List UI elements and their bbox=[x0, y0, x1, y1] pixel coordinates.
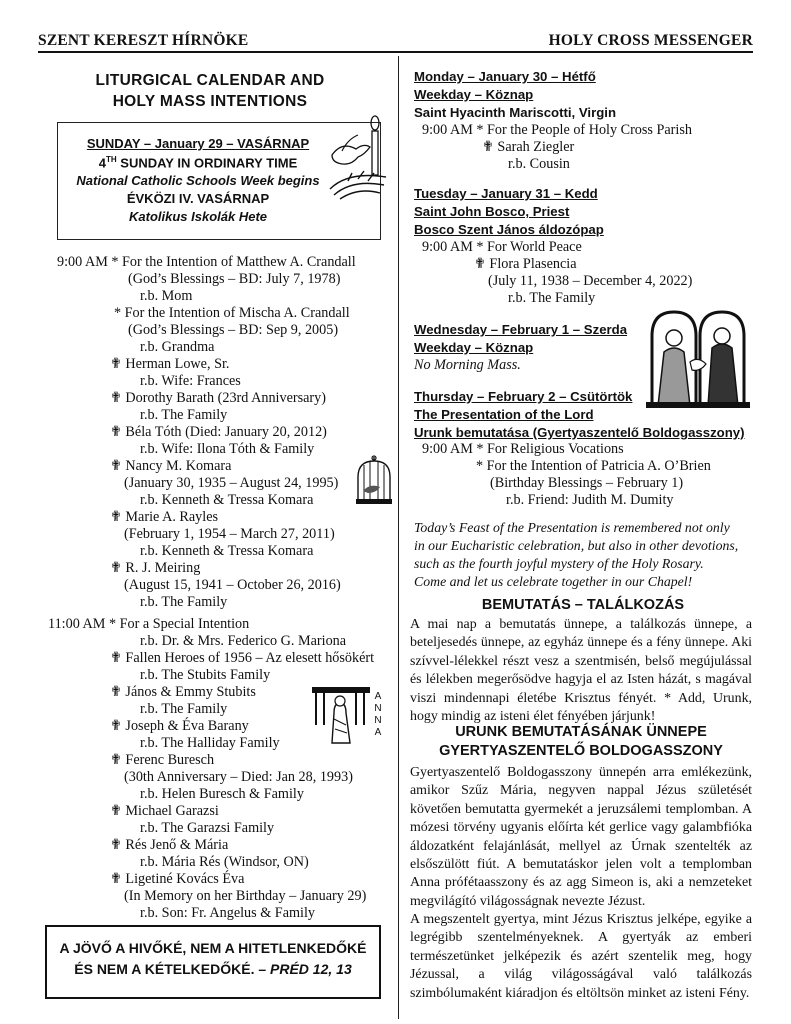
section-title bbox=[70, 70, 350, 112]
thursday-heading: Thursday – February 2 – Csütörtök bbox=[414, 389, 633, 404]
mass-line: ✟ Nancy M. Komara bbox=[110, 458, 232, 474]
mass-line: (August 15, 1941 – October 26, 2016) bbox=[124, 577, 341, 593]
bemutatas-text: A mai nap a bemutatás ünnepe, a találkozás ünnepe, a beteljesedés ünnepe, az egyház ünnepe és a fény ünnepe. Aki szívvel-lélekkel részt vesz a szentmisén, belső megújulással és lélekben megerősödve hagyja el az Isten házát, s magával viszi mindennapi életébe Krisztus fényét. * Add, Urunk, hogy mindig az isteni élet fényében járjunk! bbox=[410, 617, 752, 725]
mass-line: ✟ Rés Jenő & Mária bbox=[110, 837, 229, 853]
mass-line: 11:00 AM * For a Special Intention bbox=[48, 616, 250, 632]
mass-line: (God’s Blessings – BD: July 7, 1978) bbox=[128, 271, 341, 287]
wednesday-heading: Wednesday – February 1 – Szerda bbox=[414, 322, 628, 337]
mass-line: ✟ Béla Tóth (Died: January 20, 2012) bbox=[110, 424, 327, 440]
wednesday-note: No Morning Mass. bbox=[414, 357, 521, 373]
mass-line: (Birthday Blessings – February 1) bbox=[490, 475, 684, 491]
thursday-feast: The Presentation of the Lord bbox=[414, 407, 594, 422]
dove-candle-icon bbox=[328, 115, 388, 201]
hungarian-schools-week: Katolikus Iskolák Hete bbox=[129, 209, 267, 224]
monday-weekday: Weekday – Köznap bbox=[414, 87, 534, 102]
mass-line: r.b. Helen Buresch & Family bbox=[140, 786, 304, 802]
mass-line: r.b. Kenneth & Tressa Komara bbox=[140, 492, 314, 508]
urunk-paragraph-1: Gyertyaszentelő Boldogasszony ünnepén arra emlékezünk, amikor Szűz Mária, negyven nappal Jézus születését követően bemutatta gyermekét a jeruzsálemi templomban. A mózesi törvény ugyanis előírta két gerlice vagy galambfióka áldozatként felajánlását, mellyel az Úrnak szentelték az elsőszülött fiút. A bemutatáskor jelen volt a templomban Anna prófétaasszony és az agg Simeon is, aki a nemzeteket megvilágító világosságnak nevezte Jézust. bbox=[410, 765, 752, 909]
mass-line: (In Memory on her Birthday – January 29) bbox=[124, 888, 367, 904]
scripture-quote-box bbox=[45, 925, 381, 999]
mass-line: ✟ Flora Plasencia bbox=[474, 256, 577, 272]
urunk-paragraph-2: A megszentelt gyertya, mint Jézus Krisztus jelképe, egyike a legrégibb szentelményeknek. A gyertyák az emberi természetünket jelképezik és azért szentelik meg, hogy Jézussal, a világ világosságával való találkozás szimbólumaként kiáradjon és eltöltsön minket az isteni Fény. bbox=[410, 912, 752, 1001]
svg-text:N: N bbox=[374, 715, 382, 726]
mass-line: 9:00 AM * For Religious Vocations bbox=[422, 441, 624, 457]
mass-line: r.b. Grandma bbox=[140, 339, 215, 355]
mass-line: r.b. The Family bbox=[508, 290, 596, 306]
mass-line: ✟ R. J. Meiring bbox=[110, 560, 201, 576]
thursday-feast-hungarian: Urunk bemutatása (Gyertyaszentelő Boldogasszony) bbox=[414, 425, 745, 440]
mass-line: r.b. Kenneth & Tressa Komara bbox=[140, 543, 314, 559]
mass-line: (January 30, 1935 – August 24, 1995) bbox=[124, 475, 339, 491]
mass-line: * For the Intention of Patricia A. O’Brien bbox=[476, 458, 711, 474]
anna-prophetess-icon bbox=[310, 685, 392, 745]
presentation-icon bbox=[646, 306, 750, 410]
mass-line: 9:00 AM * For the Intention of Matthew A. Crandall bbox=[57, 254, 356, 270]
mass-line: r.b. Cousin bbox=[508, 156, 570, 172]
feast-note-line: such as the fourth joyful mystery of the Holy Rosary. bbox=[414, 556, 704, 571]
svg-text:A: A bbox=[374, 691, 382, 702]
mass-line: ✟ János & Emmy Stubits bbox=[110, 684, 256, 700]
ordinary-time bbox=[58, 155, 338, 170]
mass-line: (February 1, 1954 – March 27, 2011) bbox=[124, 526, 335, 542]
mass-line: ✟ Michael Garazsi bbox=[110, 803, 219, 819]
mass-line: r.b. Mária Rés (Windsor, ON) bbox=[140, 854, 309, 870]
bemutatas-title: BEMUTATÁS – TALÁLKOZÁS bbox=[481, 597, 685, 613]
mass-line: ✟ Marie A. Rayles bbox=[110, 509, 219, 525]
mass-line: r.b. Dr. & Mrs. Federico G. Mariona bbox=[140, 633, 347, 649]
mass-line: ✟ Joseph & Éva Barany bbox=[110, 718, 249, 734]
sunday-date: SUNDAY – January 29 – VASÁRNAP bbox=[86, 136, 310, 151]
mass-line: r.b. Wife: Ilona Tóth & Family bbox=[140, 441, 315, 457]
monday-saint: Saint Hyacinth Mariscotti, Virgin bbox=[414, 105, 617, 120]
mass-line: r.b. The Family bbox=[140, 701, 228, 717]
feast-note-line: Today’s Feast of the Presentation is remembered not only bbox=[414, 520, 730, 535]
quote-line-1: A JÖVŐ A HIVŐKÉ, NEM A HITETLENKEDŐKÉ bbox=[59, 940, 367, 956]
mass-line: ✟ Sarah Ziegler bbox=[482, 139, 575, 155]
schools-week: National Catholic Schools Week begins bbox=[76, 173, 320, 188]
newsletter-title-english: HOLY CROSS MESSENGER bbox=[548, 32, 753, 49]
header-rule bbox=[38, 51, 753, 53]
tuesday-saint-hungarian: Bosco Szent János áldozópap bbox=[414, 222, 604, 237]
mass-line: r.b. The Family bbox=[140, 594, 228, 610]
ordinary-time-text: SUNDAY IN ORDINARY TIME bbox=[116, 155, 298, 171]
svg-text:A: A bbox=[374, 727, 382, 738]
urunk-title-2: GYERTYASZENTELŐ BOLDOGASSZONY bbox=[439, 743, 723, 759]
mass-line: ✟ Herman Lowe, Sr. bbox=[110, 356, 230, 372]
svg-text:N: N bbox=[374, 703, 382, 714]
feast-note-line: in our Eucharistic celebration, but also in other devotions, bbox=[414, 538, 739, 553]
mass-line: r.b. Wife: Frances bbox=[140, 373, 241, 389]
section-title-line: HOLY MASS INTENTIONS bbox=[112, 93, 308, 110]
mass-line: r.b. Mom bbox=[140, 288, 193, 304]
mass-line: r.b. The Garazsi Family bbox=[140, 820, 275, 836]
section-title-line: LITURGICAL CALENDAR AND bbox=[95, 72, 325, 89]
birdcage-icon bbox=[354, 455, 394, 507]
column-divider bbox=[398, 56, 399, 1019]
hungarian-sunday: ÉVKÖZI IV. VASÁRNAP bbox=[126, 191, 270, 206]
ordinal-number: 4 bbox=[98, 155, 106, 171]
mass-line: (30th Anniversary – Died: Jan 28, 1993) bbox=[124, 769, 353, 785]
mass-line: (God’s Blessings – BD: Sep 9, 2005) bbox=[128, 322, 339, 338]
mass-line: ✟ Ferenc Buresch bbox=[110, 752, 215, 768]
mass-line: (July 11, 1938 – December 4, 2022) bbox=[488, 273, 693, 289]
mass-line: ✟ Ligetiné Kovács Éva bbox=[110, 871, 245, 887]
quote-reference: – PRÉD 12, 13 bbox=[258, 961, 352, 977]
mass-line: 9:00 AM * For World Peace bbox=[422, 239, 582, 255]
mass-line: r.b. The Halliday Family bbox=[140, 735, 280, 751]
mass-line: * For the Intention of Mischa A. Crandall bbox=[114, 305, 350, 321]
mass-line: ✟ Fallen Heroes of 1956 – Az elesett hősökért bbox=[110, 650, 375, 666]
mass-line: r.b. Son: Fr. Angelus & Family bbox=[140, 905, 316, 921]
urunk-title-1: URUNK BEMUTATÁSÁNAK ÜNNEPE bbox=[455, 724, 707, 740]
mass-line: r.b. Friend: Judith M. Dumity bbox=[506, 492, 674, 508]
mass-line: ✟ Dorothy Barath (23rd Anniversary) bbox=[110, 390, 326, 406]
mass-line: 9:00 AM * For the People of Holy Cross Parish bbox=[422, 122, 692, 138]
mass-line: r.b. The Family bbox=[140, 407, 228, 423]
ordinal-suffix: TH bbox=[105, 155, 117, 164]
monday-heading: Monday – January 30 – Hétfő bbox=[414, 69, 596, 84]
feast-note-line: Come and let us celebrate together in our Chapel! bbox=[414, 574, 693, 589]
newsletter-title-hungarian: SZENT KERESZT HÍRNÖKE bbox=[38, 32, 249, 49]
tuesday-saint: Saint John Bosco, Priest bbox=[414, 204, 570, 219]
mass-line: r.b. The Stubits Family bbox=[140, 667, 271, 683]
sunday-box bbox=[57, 122, 381, 240]
wednesday-weekday: Weekday – Köznap bbox=[414, 340, 534, 355]
quote-line-2-text: ÉS NEM A KÉTELKEDŐKÉ. bbox=[74, 961, 255, 977]
quote-line-2 bbox=[47, 961, 379, 977]
tuesday-heading: Tuesday – January 31 – Kedd bbox=[414, 186, 598, 201]
